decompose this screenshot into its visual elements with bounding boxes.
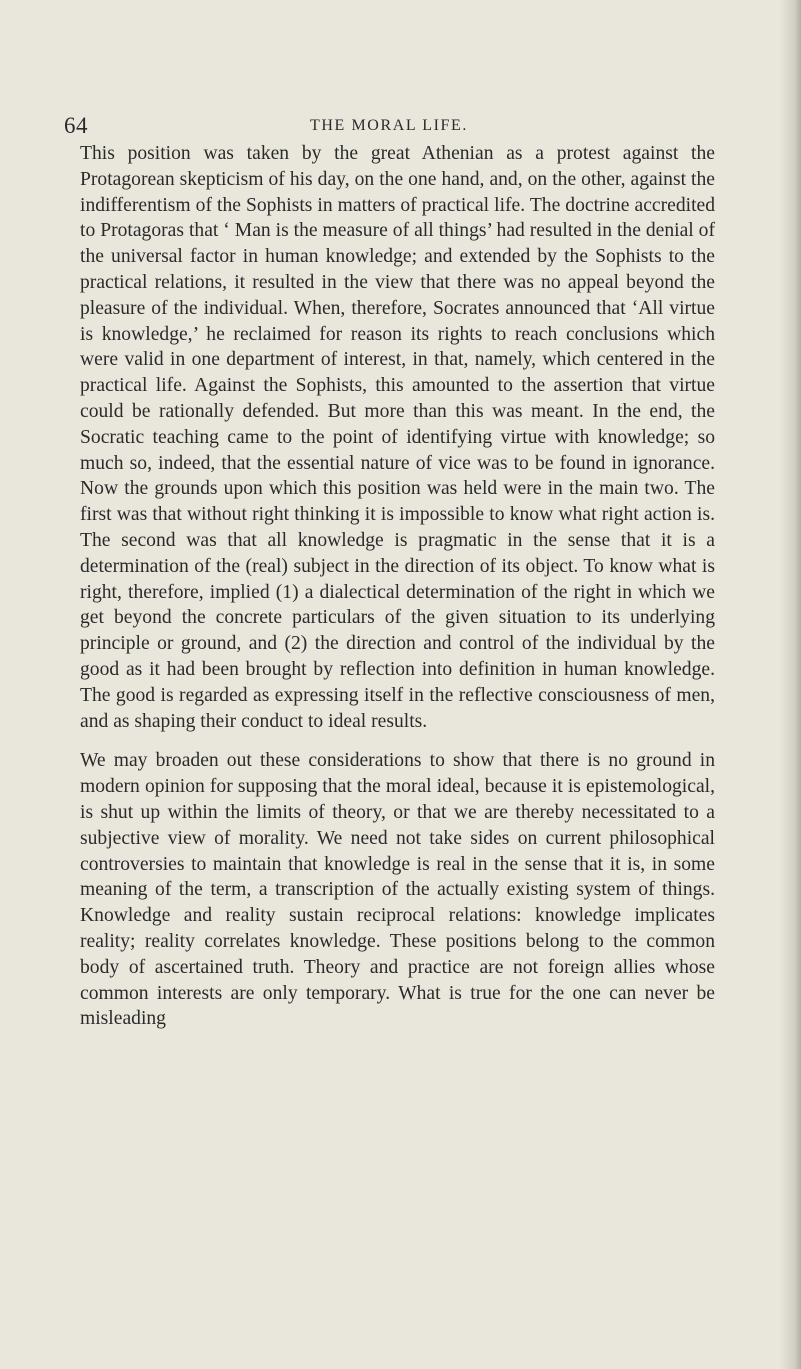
paragraph-2: We may broaden out these considerations to show that there is no ground in modern opinion for supposing that the moral ideal, because it is epistemological, is shut up within the limits of theory, or that we are thereby necessitated to a subjective view of morality. We need not take sides on current philosophical controversies to maintain that knowledge is real in the sense that it is, in some meaning of the term, a transcription of the actually existing system of things. Knowledge and reality sustain reciprocal relations: knowledge implicates reality; reality correlates knowledge. These positions belong to the common body of ascertained truth. Theory and practice are not foreign allies whose common interests are only temporary. What is true for the one can never be misleading (80, 750, 715, 1030)
body-text (80, 141, 715, 1032)
running-head: THE MORAL LIFE. (309, 117, 469, 134)
page-number: 64 (64, 113, 88, 138)
page-header (64, 111, 714, 141)
page-edge-shadow (779, 0, 801, 1369)
paragraph-1: This position was taken by the great Athenian as a protest against the Protagorean skepticism of his day, on the one hand, and, on the other, against the indifferentism of the Sophists in matters of practical life. The doctrine accredited to Protagoras that ‘ Man is the measure of all things’ had resulted in the denial of the universal factor in human knowledge; and extended by the Sophists to the practical relations, it resulted in the view that there was no appeal beyond the pleasure of the individual. When, therefore, Socrates announced that ‘All virtue is knowledge,’ he reclaimed for reason its rights to reach conclusions which were valid in one department of interest, in that, namely, which centered in the practical life. Against the Sophists, this amounted to the assertion that virtue could be rationally defended. But more than this was meant. In the end, the Socratic teaching came to the point of identifying virtue with knowledge; so much so, indeed, that the essential nature of vice was to be found in ignorance. Now the grounds upon which this position was held were in the main two. The first was that without right thinking it is impossible to know what right action is. The second was that all knowledge is pragmatic in the sense that it is a determination of the (real) subject in the direction of its object. To know what is right, therefore, implied (1) a dialectical determination of the right in which we get beyond the concrete particulars of the given situation to its underlying principle or ground, and (2) the direction and control of the individual by the good as it had been brought by reflection into definition in human knowledge. The good is regarded as expressing itself in the reflective consciousness of men, and as shaping their conduct to ideal results. (80, 143, 715, 732)
